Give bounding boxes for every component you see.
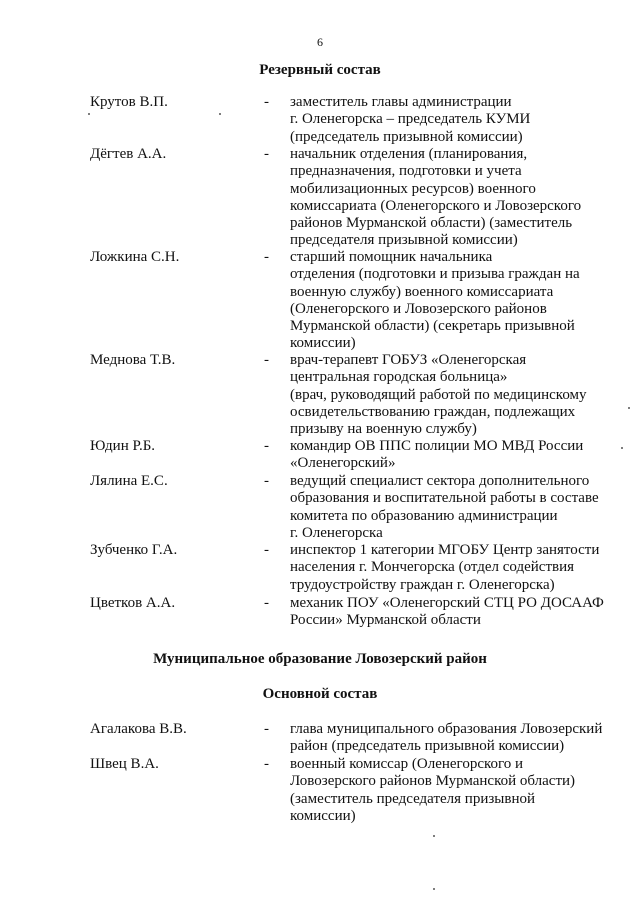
municipality-heading: Муниципальное образование Ловозерский район bbox=[153, 651, 487, 667]
position-line: механик ПОУ «Оленегорский СТЦ РО ДОСААФ bbox=[290, 595, 604, 611]
position-line: районов Мурманской области) (заместитель bbox=[290, 215, 573, 232]
position-line: (врач, руководящий работой по медицинскому bbox=[290, 386, 587, 403]
position-line: начальник отделения (планирования, bbox=[290, 146, 528, 162]
member-position bbox=[290, 146, 620, 250]
main-heading: Основной состав bbox=[262, 686, 378, 702]
position-line: врач-терапевт ГОБУЗ «Оленегорская bbox=[290, 352, 527, 368]
reserve-heading: Резервный состав bbox=[259, 62, 381, 78]
position-line: «Оленегорский» bbox=[290, 455, 396, 472]
separator-dash: - bbox=[264, 438, 269, 454]
member-name: Цветков А.А. bbox=[90, 595, 176, 611]
separator-dash: - bbox=[264, 542, 269, 558]
scan-speck bbox=[433, 835, 435, 837]
position-line: трудоустройству граждан г. Оленегорска) bbox=[290, 576, 555, 593]
separator-dash: - bbox=[264, 249, 269, 265]
position-line: отделения (подготовки и призыва граждан на bbox=[290, 266, 580, 283]
member-name: Лялина Е.С. bbox=[90, 473, 168, 489]
scan-speck bbox=[433, 888, 435, 890]
position-line: инспектор 1 категории МГОБУ Центр занятости bbox=[290, 542, 600, 558]
member-name: Зубченко Г.А. bbox=[90, 542, 178, 558]
member-name: Юдин Р.Б. bbox=[90, 438, 156, 454]
member-position bbox=[290, 94, 620, 146]
member-position bbox=[290, 595, 620, 630]
member-name: Крутов В.П. bbox=[90, 94, 168, 110]
member-position bbox=[290, 473, 620, 542]
position-line: освидетельствованию граждан, подлежащих bbox=[290, 403, 576, 420]
member-position bbox=[290, 352, 620, 438]
scan-speck bbox=[621, 447, 623, 449]
position-line: (заместитель председателя призывной bbox=[290, 790, 535, 807]
position-line: ведущий специалист сектора дополнительного bbox=[290, 473, 590, 489]
separator-dash: - bbox=[264, 721, 269, 737]
member-position bbox=[290, 438, 620, 473]
member-name: Швец В.А. bbox=[90, 756, 159, 772]
member-name: Дёгтев А.А. bbox=[90, 146, 167, 162]
separator-dash: - bbox=[264, 756, 269, 772]
position-line: мобилизационных ресурсов) военного bbox=[290, 180, 536, 197]
position-line: заместитель главы администрации bbox=[290, 94, 512, 110]
member-name: Меднова Т.В. bbox=[90, 352, 176, 368]
scan-speck bbox=[628, 407, 630, 409]
member-position bbox=[290, 542, 620, 594]
position-line: военный комиссар (Оленегорского и bbox=[290, 756, 524, 772]
position-line: (председатель призывной комиссии) bbox=[290, 128, 523, 145]
position-line: комитета по образованию администрации bbox=[290, 507, 558, 524]
member-name: Ложкина С.Н. bbox=[90, 249, 180, 265]
position-line: предназначения, подготовки и учета bbox=[290, 163, 522, 180]
separator-dash: - bbox=[264, 146, 269, 162]
position-line: России» Мурманской области bbox=[290, 612, 481, 629]
position-line: комиссии) bbox=[290, 335, 356, 352]
scan-speck bbox=[88, 113, 90, 115]
separator-dash: - bbox=[264, 473, 269, 489]
position-line: населения г. Мончегорска (отдел содействия bbox=[290, 559, 575, 576]
position-line: командир ОВ ППС полиции МО МВД России bbox=[290, 438, 584, 454]
position-line: глава муниципального образования Ловозерский bbox=[290, 721, 603, 737]
position-line: старший помощник начальника bbox=[290, 249, 493, 265]
position-line: г. Оленегорска bbox=[290, 524, 383, 541]
position-line: район (председатель призывной комиссии) bbox=[290, 738, 565, 755]
position-line: Мурманской области) (секретарь призывной bbox=[290, 318, 575, 335]
position-line: г. Оленегорска – председатель КУМИ bbox=[290, 111, 531, 128]
separator-dash: - bbox=[264, 595, 269, 611]
position-line: комиссии) bbox=[290, 807, 356, 824]
position-line: призыву на военную службу) bbox=[290, 421, 477, 438]
position-line: образования и воспитательной работы в составе bbox=[290, 490, 599, 507]
scan-speck bbox=[219, 113, 221, 115]
member-position bbox=[290, 249, 620, 353]
separator-dash: - bbox=[264, 94, 269, 110]
position-line: председателя призывной комиссии) bbox=[290, 232, 518, 249]
position-line: (Оленегорского и Ловозерского районов bbox=[290, 300, 547, 317]
separator-dash: - bbox=[264, 352, 269, 368]
position-line: центральная городская больница» bbox=[290, 369, 508, 386]
member-name: Агалакова В.В. bbox=[90, 721, 187, 737]
position-line: военную службу) военного комиссариата bbox=[290, 283, 554, 300]
member-position bbox=[290, 721, 620, 756]
page-number: 6 bbox=[317, 35, 323, 49]
position-line: Ловозерского районов Мурманской области) bbox=[290, 773, 576, 790]
position-line: комиссариата (Оленегорского и Ловозерского bbox=[290, 197, 582, 214]
member-position bbox=[290, 756, 620, 825]
